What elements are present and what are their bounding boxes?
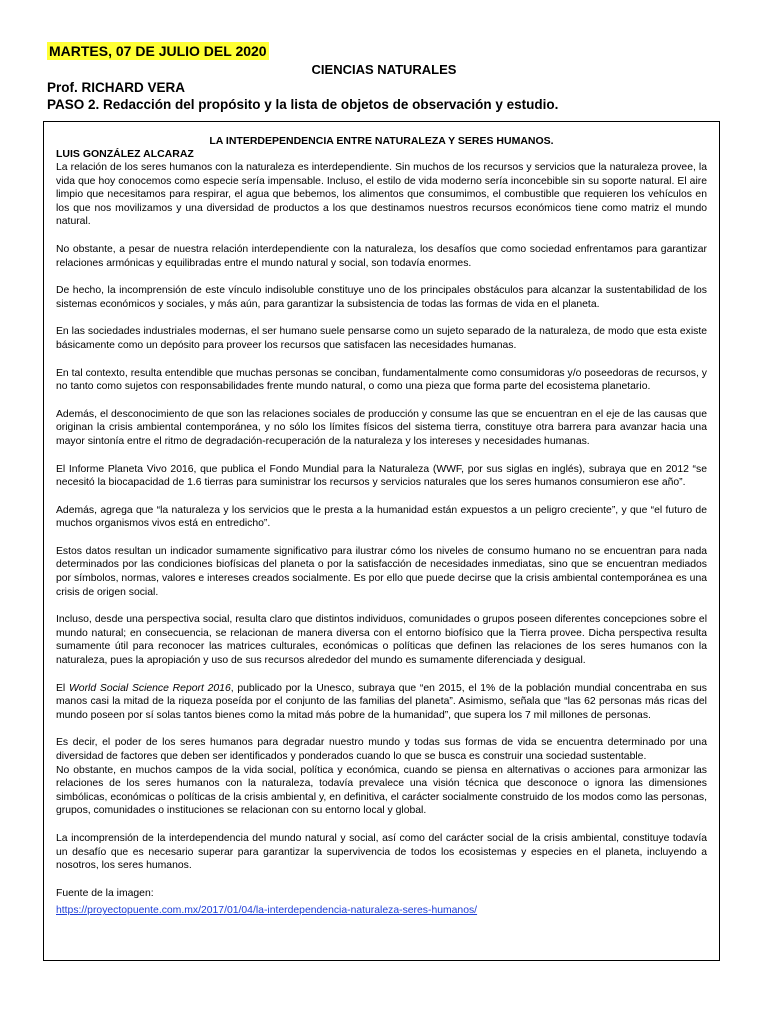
wssr-after: , publicado por la Unesco, subraya que “en 2015, el 1% de la población mundial concentraba en sus manos casi la mitad de la riqueza poseída por el conjunto de las familias del planeta”. Asimismo, señala que “las 62 personas más ricas del mundo poseen por sí solas tantos bienes como la mitad más pobre de la humanidad”, que supera los 7 mil millones de personas. [56,682,707,721]
paragraph: El Informe Planeta Vivo 2016, que publica el Fondo Mundial para la Naturaleza (WWF, por sus siglas en inglés), subraya que en 2012 “se necesitó la biocapacidad de 1.6 tierras para suministrar los recursos y servicios naturales que los seres humanos consumieron ese año”. [56,463,707,489]
paragraph: En tal contexto, resulta entendible que muchas personas se conciban, fundamentalmente como consumidoras y/o poseedoras de recursos, y no tanto como sujetos con responsabilidades frente mundo natural, o como una pieza que forma parte del ecosistema planetario. [56,367,707,393]
paragraph: Es decir, el poder de los seres humanos para degradar nuestro mundo y todas sus formas de vida se encuentra determinado por una diversidad de factores que deben ser identificados y ponderados cuando lo que se busca es construir una sociedad sustentable. [56,737,707,762]
paragraph-wssr [56,682,707,723]
article-title: LA INTERDEPENDENCIA ENTRE NATURALEZA Y SERES HUMANOS. [209,135,554,147]
article-box [43,121,720,961]
wssr-before: El [56,682,69,694]
paragraph: Además, el desconocimiento de que son las relaciones sociales de producción y consume las que se encuentran en el eje de las causas que originan la crisis ambiental contemporánea, y no sólo los límites físicos del sistema tierra, constituye otra barrera para avanzar hacia una mayor sintonía entre el ritmo de degradación-recuperación de la naturaleza y los intereses y necesidades humanas. [56,408,707,447]
paragraph: No obstante, en muchos campos de la vida social, política y económica, cuando se piensa en alternativas o acciones para armonizar las relaciones de los seres humanos con la naturaleza, todavía prevalece una visión técnica que desconoce o ignora las dimensiones simbólicas, económicas o políticas de la crisis ambiental y, en definitiva, el carácter socialmente construido de los modos como las personas, grupos, comunidades o instituciones se relacionan con su entorno local y global. [56,764,707,817]
image-source-link[interactable]: https://proyectopuente.com.mx/2017/01/04/la-interdependencia-naturaleza-seres-humanos/ [56,905,478,917]
teacher-name: Prof. RICHARD VERA [47,80,186,95]
paragraph: En las sociedades industriales modernas, el ser humano suele pensarse como un sujeto separado de la naturaleza, de modo que esta existe básicamente como un depósito para proveer los recursos que satisfacen las necesidades humanas. [56,326,707,351]
step-heading: PASO 2. Redacción del propósito y la lista de objetos de observación y estudio. [47,97,559,112]
image-source-label: Fuente de la imagen: [56,887,154,899]
paragraph: La relación de los seres humanos con la naturaleza es interdependiente. Sin muchos de los recursos y servicios que la naturaleza provee, la vida que hoy conocemos como especie sería impensable. Incluso, el estilo de vida moderno sería inconcebible sin su soporte natural. El aire limpio que necesitamos para respirar, el agua que bebemos, los alimentos que consumimos, el combustible que requieren los vehículos en los que nos movilizamos y una diversidad de productos a los que destinamos nuestros recursos económicos tiene como matriz el mundo natural. [56,162,707,228]
subject-title: CIENCIAS NATURALES [311,62,457,77]
paragraph: De hecho, la incomprensión de este vínculo indisoluble constituye uno de los principales obstáculos para alcanzar la sustentabilidad de los sistemas económicos y sociales, y más aún, para garantizar la subsistencia de todas las formas de vida en el planeta. [56,285,707,310]
paragraph: No obstante, a pesar de nuestra relación interdependiente con la naturaleza, los desafíos que como sociedad enfrentamos para garantizar relaciones armónicas y equilibradas entre el mundo natural y social, son todavía enormes. [56,243,707,269]
paragraph: Estos datos resultan un indicador sumamente significativo para ilustrar cómo los niveles de consumo humano no se encuentran para nada determinados por las condiciones biofísicas del planeta o por la satisfacción de necesidades inmediatas, sino que se encuentran mediados por símbolos, normas, valores e intereses creados socialmente. Es por ello que puede decirse que la crisis ambiental contemporánea es una crisis de origen social. [56,545,707,598]
paragraph: Además, agrega que “la naturaleza y los servicios que le presta a la humanidad están expuestos a un peligro creciente”, y que “el futuro de muchos organismos vivos está en entredicho”. [56,504,707,530]
article-author: LUIS GONZÁLEZ ALCARAZ [56,148,194,160]
wssr-report-title: World Social Science Report 2016 [69,682,231,694]
paragraph: Incluso, desde una perspectiva social, resulta claro que distintos individuos, comunidades o grupos poseen diferentes concepciones sobre el mundo natural; en consecuencia, se relacionan de manera diversa con el entorno biofísico que la Tierra provee. Dicha perspectiva resulta sumamente útil para reconocer las matrices culturales, económicas o políticas que definen las relaciones de los seres humanos con la naturaleza, pues la apropiación y uso de sus recursos alrededor del mundo es sumamente diferenciada y desigual. [56,614,707,667]
paragraph: La incomprensión de la interdependencia del mundo natural y social, así como del carácter social de la crisis ambiental, constituye todavía un desafío que es necesario superar para garantizar la supervivencia de todos los ecosistemas y especies en el planeta, incluyendo a nosotros, los seres humanos. [56,832,707,872]
date-heading: MARTES, 07 DE JULIO DEL 2020 [49,43,267,59]
